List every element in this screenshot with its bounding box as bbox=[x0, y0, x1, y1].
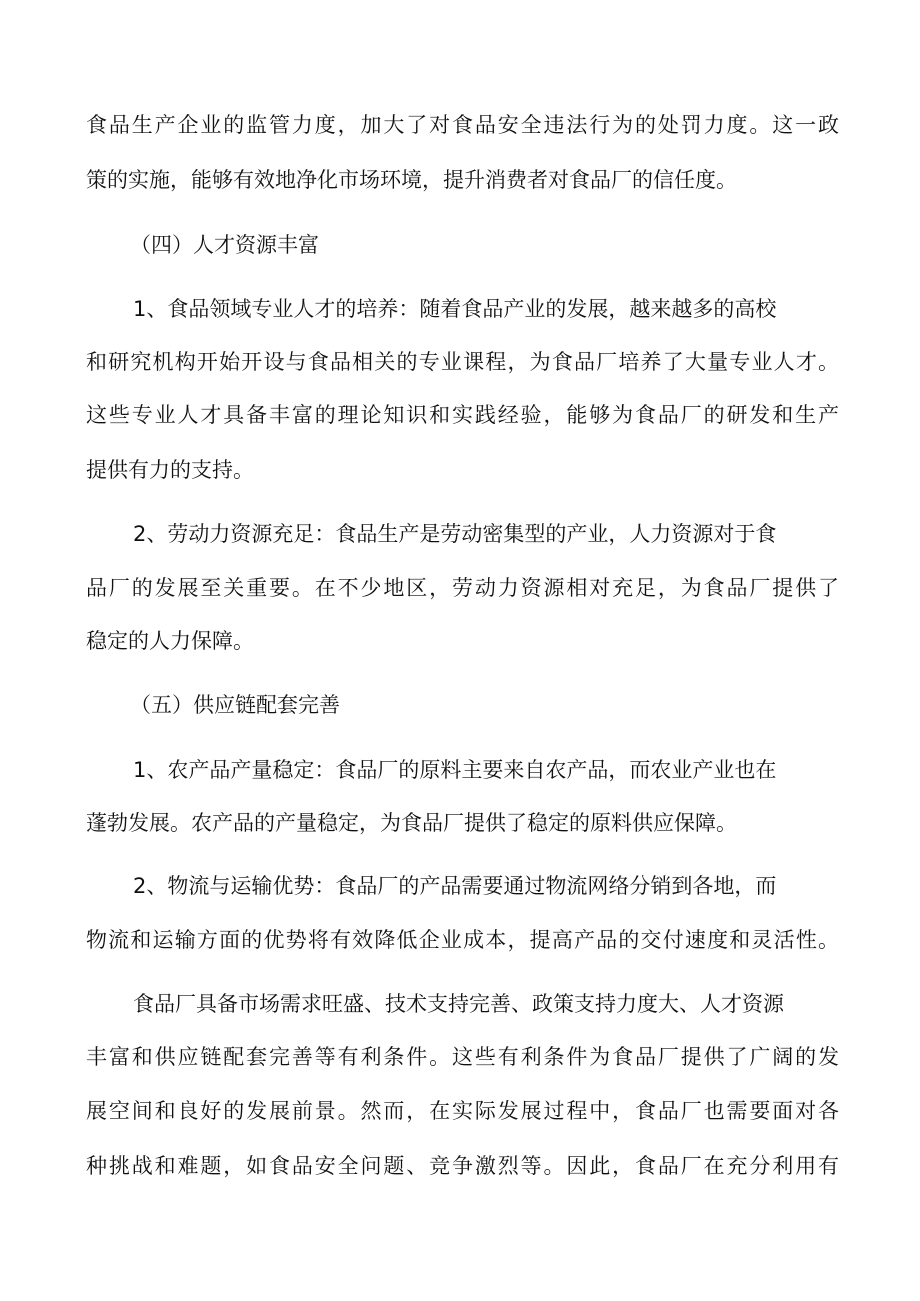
text-line: 展空间和良好的发展前景。然而，在实际发展过程中，食品厂也需要面对各 bbox=[86, 1099, 839, 1123]
text-line: 品厂的发展至关重要。在不少地区，劳动力资源相对充足，为食品厂提供了 bbox=[86, 576, 839, 600]
text-line: 2、物流与运输优势：食品厂的产品需要通过物流网络分销到各地，而 bbox=[133, 874, 777, 898]
section-heading-supply-chain: （五）供应链配套完善 bbox=[130, 693, 340, 717]
text-line: 1、食品领域专业人才的培养：随着食品产业的发展，越来越多的高校 bbox=[133, 297, 777, 321]
section-heading-talent: （四）人才资源丰富 bbox=[130, 233, 319, 257]
text-line: 这些专业人才具备丰富的理论知识和实践经验，能够为食品厂的研发和生产 bbox=[86, 403, 839, 427]
text-line: 种挑战和难题，如食品安全问题、竞争激烈等。因此，食品厂在充分利用有 bbox=[86, 1154, 839, 1178]
text-line: 2、劳动力资源充足：食品生产是劳动密集型的产业，人力资源对于食 bbox=[133, 522, 777, 546]
text-line: 策的实施，能够有效地净化市场环境，提升消费者对食品厂的信任度。 bbox=[86, 168, 737, 192]
text-line: 和研究机构开始开设与食品相关的专业课程，为食品厂培养了大量专业人才。 bbox=[86, 350, 839, 374]
text-line: 提供有力的支持。 bbox=[86, 458, 254, 482]
text-line: 稳定的人力保障。 bbox=[86, 629, 254, 653]
text-line: 食品生产企业的监管力度，加大了对食品安全违法行为的处罚力度。这一政 bbox=[86, 113, 839, 137]
text-line: 食品厂具备市场需求旺盛、技术支持完善、政策支持力度大、人才资源 bbox=[133, 992, 784, 1016]
text-line: 1、农产品产量稳定：食品厂的原料主要来自农产品，而农业产业也在 bbox=[133, 758, 777, 782]
text-line: 物流和运输方面的优势将有效降低企业成本，提高产品的交付速度和灵活性。 bbox=[86, 928, 839, 952]
text-line: 蓬勃发展。农产品的产量稳定，为食品厂提供了稳定的原料供应保障。 bbox=[86, 811, 737, 835]
text-line: 丰富和供应链配套完善等有利条件。这些有利条件为食品厂提供了广阔的发 bbox=[86, 1045, 839, 1069]
